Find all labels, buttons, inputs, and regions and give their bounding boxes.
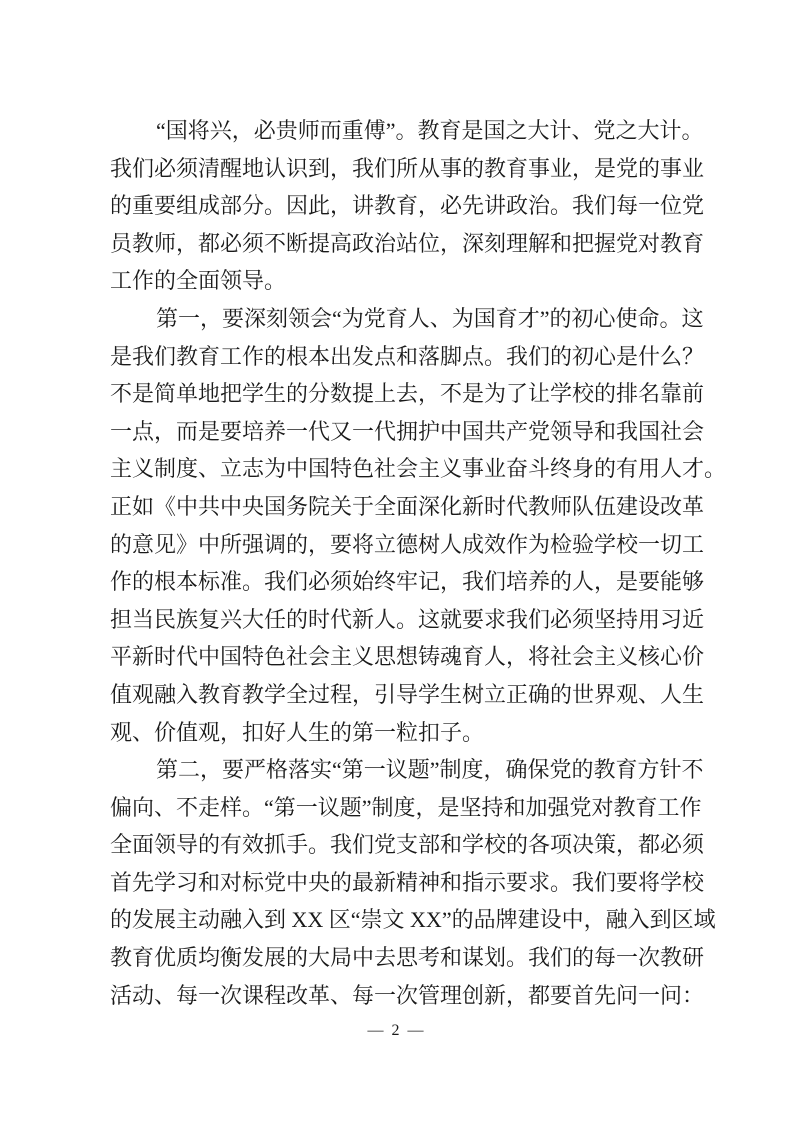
text-line: 不是简单地把学生的分数提上去，不是为了让学校的排名靠前 (110, 381, 705, 407)
text-line: 我们必须清醒地认识到，我们所从事的教育事业，是党的事业 (110, 155, 705, 181)
paragraph (110, 112, 705, 300)
text-line: 值观融入教育教学全过程，引导学生树立正确的世界观、人生 (110, 681, 705, 707)
text-line: 担当民族复兴大任的时代新人。这就要求我们必须坚持用习近 (110, 606, 705, 632)
text-line: 第二，要严格落实“第一议题”制度，确保党的教育方针不 (156, 757, 704, 783)
text-line: 作的根本标准。我们必须始终牢记，我们培养的人，是要能够 (110, 569, 705, 595)
text-line: 正如《中共中央国务院关于全面深化新时代教师队伍建设改革 (110, 493, 705, 519)
text-line: 员教师，都必须不断提高政治站位，深刻理解和把握党对教育 (110, 230, 705, 256)
text-line: “国将兴，必贵师而重傅”。教育是国之大计、党之大计。 (156, 118, 704, 143)
text-line: 工作的全面领导。 (110, 268, 287, 294)
text-line: 主义制度、立志为中国特色社会主义事业奋斗终身的有用人才。 (110, 456, 727, 482)
text-line: 观、价值观，扣好人生的第一粒扣子。 (110, 719, 485, 745)
text-line: 的重要组成部分。因此，讲教育，必先讲政治。我们每一位党 (110, 193, 705, 219)
text-line: 偏向、不走样。“第一议题”制度，是坚持和加强党对教育工作 (110, 794, 702, 820)
text-line: 的发展主动融入到 XX 区“崇文 XX”的品牌建设中，融入到区域 (110, 907, 716, 933)
page-number: — 2 — (367, 1022, 426, 1039)
text-line: 第一，要深刻领会“为党育人、为国育才”的初心使命。这 (156, 305, 704, 331)
text-line: 一点，而是要培养一代又一代拥护中国共产党领导和我国社会 (110, 418, 705, 444)
document-body (110, 112, 727, 1014)
text-line: 教育优质均衡发展的大局中去思考和谋划。我们的每一次教研 (110, 945, 705, 971)
text-line: 全面领导的有效抓手。我们党支部和学校的各项决策，都必须 (110, 832, 705, 858)
text-line: 的意见》中所强调的，要将立德树人成效作为检验学校一切工 (110, 531, 705, 557)
text-line: 是我们教育工作的根本出发点和落脚点。我们的初心是什么？ (110, 343, 705, 369)
text-line: 平新时代中国特色社会主义思想铸魂育人，将社会主义核心价 (110, 644, 705, 670)
text-line: 首先学习和对标党中央的最新精神和指示要求。我们要将学校 (110, 869, 705, 895)
text-line: 活动、每一次课程改革、每一次管理创新，都要首先问一问： (110, 982, 705, 1008)
paragraph (110, 300, 727, 751)
paragraph (110, 751, 716, 1014)
